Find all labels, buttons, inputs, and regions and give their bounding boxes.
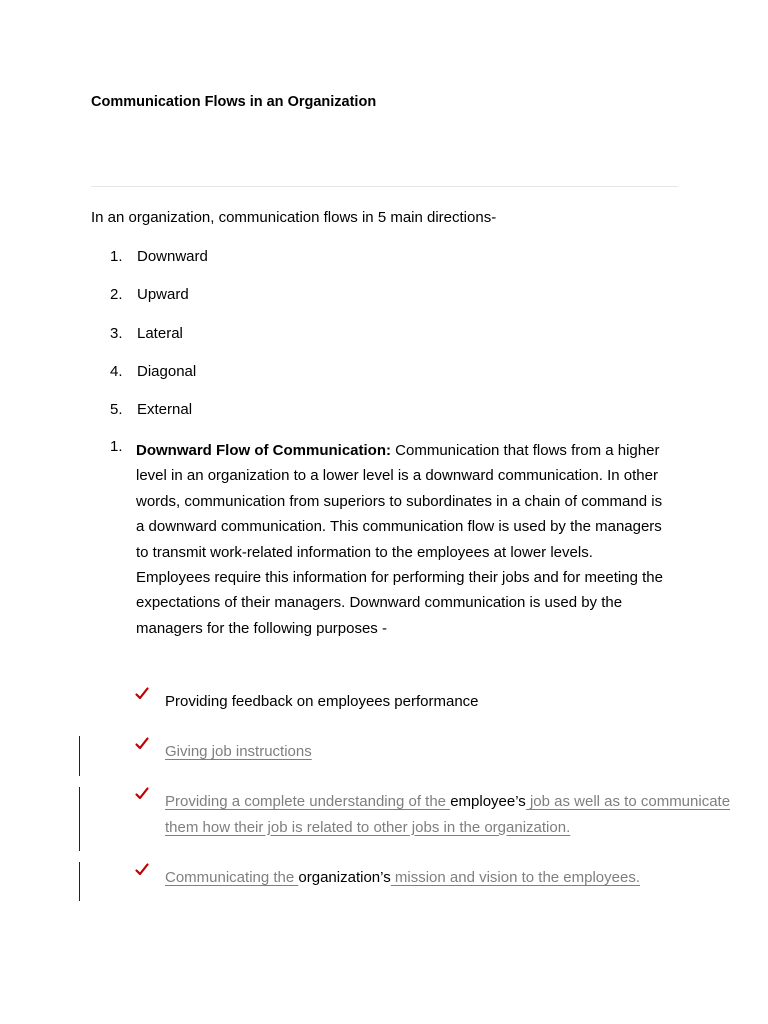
- section-body: [136, 438, 668, 641]
- page-title: Communication Flows in an Organization: [91, 94, 377, 110]
- list-label: Upward: [137, 286, 189, 304]
- intro-text: In an organization, communication flows in 5 main directions-: [91, 209, 497, 226]
- downward-flow-section: [108, 438, 668, 641]
- list-number: 4.: [110, 362, 123, 380]
- plain-text: organization’s: [298, 869, 391, 886]
- horizontal-rule: [91, 186, 678, 187]
- list-label: External: [137, 401, 193, 419]
- purpose-text: [165, 865, 744, 891]
- plain-text: employee’s: [450, 793, 526, 810]
- check-icon: [134, 736, 150, 752]
- purpose-item-instructions: [134, 739, 744, 765]
- purpose-text: Providing feedback on employees performance: [165, 693, 479, 710]
- list-item: [108, 363, 208, 401]
- list-number: 3.: [110, 324, 123, 342]
- tracked-insertion: Giving job instructions: [165, 743, 312, 760]
- purpose-item-feedback: [134, 689, 744, 715]
- change-bar: [79, 736, 80, 776]
- list-item: [108, 248, 208, 286]
- tracked-insertion: Providing a complete understanding of the: [165, 793, 451, 810]
- tracked-insertion: Communicating the: [165, 869, 299, 886]
- section-text: Communication that flows from a higher level in an organization to a lower level is a downward communication. In other words, communication from superiors to subordinates in a chain of command is a downward communication. This communication flow is used by the managers to transmit work-related information to the employees at lower levels. Employees require this information for performing their jobs and for meeting the expectations of their managers. Downward communication is used by the managers for the following purposes -: [136, 442, 663, 637]
- check-icon: [134, 786, 150, 802]
- purpose-text: [165, 789, 744, 840]
- change-bar: [79, 787, 80, 851]
- list-item: [108, 325, 208, 363]
- section-number: 1.: [110, 438, 123, 455]
- list-item: [108, 286, 208, 324]
- directions-list: [108, 248, 208, 439]
- purpose-text: [165, 739, 744, 765]
- purpose-item-mission: [134, 865, 744, 891]
- check-icon: [134, 686, 150, 702]
- list-item: [108, 401, 208, 439]
- list-number: 1.: [110, 248, 123, 265]
- tracked-insertion: mission and vision to the employees.: [390, 869, 640, 886]
- check-icon: [134, 862, 150, 878]
- list-label: Downward: [137, 248, 208, 265]
- list-label: Diagonal: [137, 362, 197, 380]
- purpose-item-understanding: [134, 789, 744, 840]
- list-number: 5.: [110, 401, 123, 419]
- list-label: Lateral: [137, 324, 183, 342]
- section-heading: Downward Flow of Communication:: [136, 442, 391, 459]
- list-number: 2.: [110, 286, 123, 304]
- change-bar: [79, 862, 80, 901]
- tracked-insertion: job as well as to communicate them how their job is related to other jobs in the organization.: [165, 793, 731, 836]
